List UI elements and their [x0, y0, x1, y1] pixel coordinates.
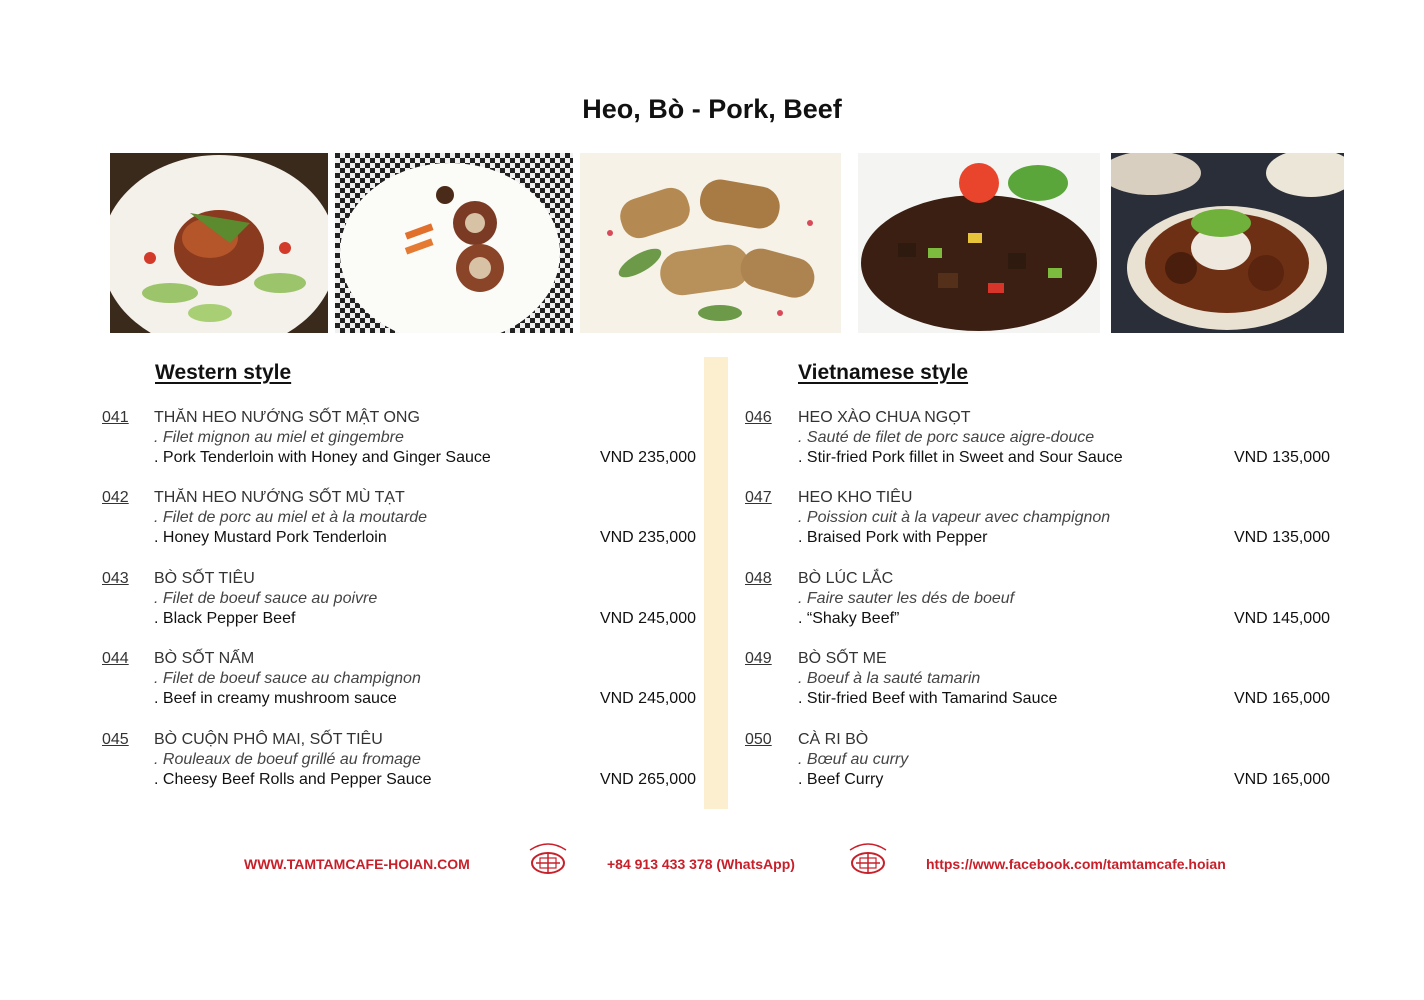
item-name-french: . Sauté de filet de porc sauce aigre-douce [798, 429, 1095, 446]
item-price: VND 245,000 [599, 690, 696, 707]
menu-item-042 [102, 488, 702, 558]
item-code: 048 [745, 570, 772, 587]
item-code: 045 [102, 731, 129, 748]
item-name-vietnamese: BÒ LÚC LẮC [798, 570, 894, 587]
item-name-english: . Braised Pork with Pepper [798, 529, 988, 546]
item-code: 049 [745, 650, 772, 667]
item-name-english: . “Shaky Beef” [798, 610, 900, 627]
item-name-english: . Stir-fried Pork fillet in Sweet and Sour Sauce [798, 449, 1123, 466]
item-code: 046 [745, 409, 772, 426]
item-name-english: . Black Pepper Beef [154, 610, 296, 627]
item-name-vietnamese: CÀ RI BÒ [798, 731, 869, 748]
vietnamese-style-heading: Vietnamese style [798, 361, 969, 384]
item-code: 041 [102, 409, 129, 426]
item-name-vietnamese: THĂN HEO NƯỚNG SỐT MÙ TẠT [154, 489, 405, 506]
item-name-french: . Faire sauter les dés de boeuf [798, 590, 1015, 607]
menu-item-046 [745, 408, 1335, 478]
item-code: 047 [745, 489, 772, 506]
menu-item-049 [745, 649, 1335, 719]
item-name-french: . Filet de boeuf sauce au champignon [154, 670, 421, 687]
item-name-vietnamese: BÒ SỐT TIÊU [154, 570, 255, 587]
item-name-french: . Filet mignon au miel et gingembre [154, 429, 404, 446]
item-price: VND 135,000 [1233, 449, 1330, 466]
menu-item-045 [102, 730, 702, 800]
item-price: VND 165,000 [1233, 690, 1330, 707]
footer-website-link[interactable]: WWW.TAMTAMCAFE-HOIAN.COM [244, 856, 470, 872]
item-name-vietnamese: HEO XÀO CHUA NGỌT [798, 409, 971, 426]
item-code: 044 [102, 650, 129, 667]
footer-facebook-link[interactable]: https://www.facebook.com/tamtamcafe.hoian [926, 856, 1226, 872]
photo-stir-fried-beef [858, 153, 1100, 333]
western-style-heading: Western style [155, 361, 292, 384]
photo-pork-salad-plate [110, 153, 328, 333]
item-name-english: . Pork Tenderloin with Honey and Ginger Sauce [154, 449, 491, 466]
item-code: 050 [745, 731, 772, 748]
menu-item-050 [745, 730, 1335, 800]
photo-braised-pork-bowl [1111, 153, 1344, 333]
item-name-english: . Cheesy Beef Rolls and Pepper Sauce [154, 771, 432, 788]
item-price: VND 135,000 [1233, 529, 1330, 546]
menu-item-044 [102, 649, 702, 719]
item-name-vietnamese: HEO KHO TIÊU [798, 489, 913, 506]
item-name-vietnamese: THĂN HEO NƯỚNG SỐT MẬT ONG [154, 409, 420, 426]
item-name-french: . Bœuf au curry [798, 751, 909, 768]
photo-pork-roll-plate [335, 153, 573, 333]
item-name-english: . Beef Curry [798, 771, 884, 788]
item-code: 043 [102, 570, 129, 587]
item-name-vietnamese: BÒ SỐT NẤM [154, 650, 255, 667]
photo-beef-rolls [580, 153, 841, 333]
item-name-english: . Honey Mustard Pork Tenderloin [154, 529, 387, 546]
menu-item-048 [745, 569, 1335, 639]
item-name-english: . Stir-fried Beef with Tamarind Sauce [798, 690, 1058, 707]
page-title: Heo, Bò - Pork, Beef [582, 94, 842, 124]
item-price: VND 235,000 [599, 529, 696, 546]
column-divider [704, 357, 728, 809]
item-name-vietnamese: BÒ CUỘN PHÔ MAI, SỐT TIÊU [154, 731, 383, 748]
tamtam-logo-icon [526, 838, 570, 878]
item-price: VND 265,000 [599, 771, 696, 788]
footer-phone-whatsapp[interactable]: +84 913 433 378 (WhatsApp) [607, 856, 795, 872]
menu-item-043 [102, 569, 702, 639]
tamtam-logo-icon [846, 838, 890, 878]
item-price: VND 145,000 [1233, 610, 1330, 627]
item-price: VND 235,000 [599, 449, 696, 466]
menu-item-041 [102, 408, 702, 478]
item-name-french: . Filet de porc au miel et à la moutarde [154, 509, 428, 526]
item-name-english: . Beef in creamy mushroom sauce [154, 690, 397, 707]
menu-item-047 [745, 488, 1335, 558]
item-price: VND 165,000 [1233, 771, 1330, 788]
item-code: 042 [102, 489, 129, 506]
item-price: VND 245,000 [599, 610, 696, 627]
item-name-french: . Rouleaux de boeuf grillé au fromage [154, 751, 421, 768]
item-name-vietnamese: BÒ SỐT ME [798, 650, 887, 667]
item-name-french: . Poission cuit à la vapeur avec champignon [798, 509, 1111, 526]
item-name-french: . Boeuf à la sauté tamarin [798, 670, 981, 687]
item-name-french: . Filet de boeuf sauce au poivre [154, 590, 378, 607]
